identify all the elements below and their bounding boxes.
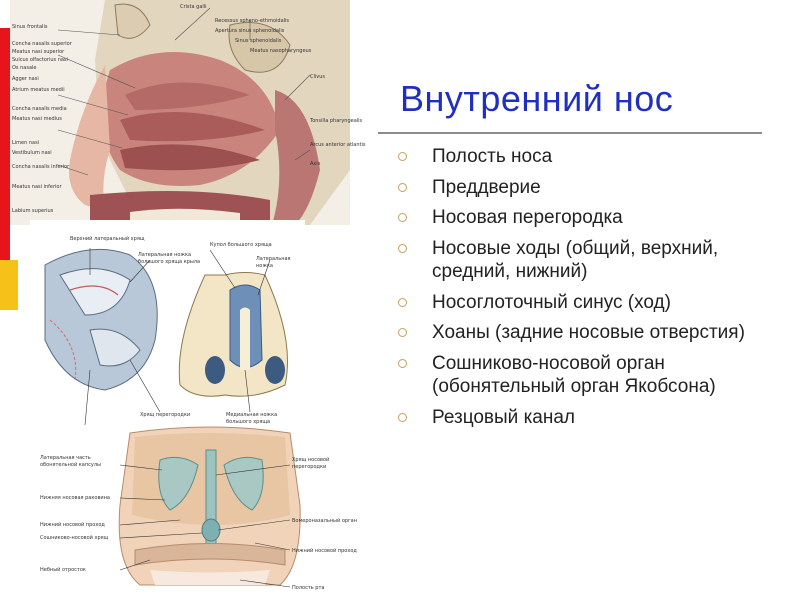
list-item [392,206,792,230]
svg-text:Медиальная ножка: Медиальная ножка [226,412,278,418]
svg-text:большого хряща крыла: большого хряща крыла [138,259,201,265]
bullet-circle-icon [398,183,407,192]
list-item-text: Носовая перегородка [432,207,623,228]
slide-title: Внутренний нос [400,78,674,119]
bullet-circle-icon [398,328,407,337]
list-item [392,237,792,284]
svg-text:Латеральная ножка: Латеральная ножка [138,252,192,258]
list-item-text: Носовые ходы (общий, верхний, средний, нижний) [432,237,719,282]
bullet-circle-icon [398,413,407,422]
svg-text:Полость рта: Полость рта [292,585,325,591]
svg-text:Meatus nasi medius: Meatus nasi medius [12,116,62,122]
bullet-circle-icon [398,152,407,161]
svg-text:Хрящ перегородки: Хрящ перегородки [140,412,191,418]
svg-text:Небный отросток: Небный отросток [40,567,86,573]
accent-bar-gold [0,260,18,310]
svg-text:перегородки: перегородки [292,464,327,470]
list-item-text: Полость носа [432,146,553,167]
accent-bar-red [0,28,10,260]
nose-cartilage-figure [30,220,305,425]
svg-text:Apertura sinus sphenoidalis: Apertura sinus sphenoidalis [215,28,285,34]
bullet-list [392,145,792,436]
bullet-circle-icon [398,359,407,368]
svg-text:Meatus nasi superior: Meatus nasi superior [12,49,65,55]
svg-text:Купол большого хряща: Купол большого хряща [210,242,272,248]
svg-text:Sulcus olfactorius nasi: Sulcus olfactorius nasi [12,57,68,63]
svg-text:Limen nasi: Limen nasi [12,140,40,146]
svg-text:Нижний носовой проход: Нижний носовой проход [292,548,357,554]
list-item [392,176,792,200]
list-item-text: Носоглоточный синус (ход) [432,291,671,313]
svg-text:Vestibulum nasi: Vestibulum nasi [12,150,52,156]
svg-text:Crista galli: Crista galli [180,4,207,10]
list-item [392,352,792,399]
list-item [392,406,792,430]
svg-text:большого хряща: большого хряща [226,419,271,425]
svg-text:Вомероназальный орган: Вомероназальный орган [292,518,358,524]
svg-text:Tonsilla pharyngealis: Tonsilla pharyngealis [310,118,363,124]
svg-text:Латеральная: Латеральная [256,256,291,262]
svg-text:Нижняя носовая раковина: Нижняя носовая раковина [40,495,110,501]
list-item [392,291,792,315]
bullet-circle-icon [398,298,407,307]
svg-text:Сошниково-носовой хрящ: Сошниково-носовой хрящ [40,535,109,541]
svg-text:Concha nasalis superior: Concha nasalis superior [12,41,72,47]
bullet-circle-icon [398,244,407,253]
list-item-text: Преддверие [432,176,541,198]
sagittal-nasal-cavity-figure [10,0,366,225]
list-item-text: Хоаны (задние носовые отверстия) [432,322,745,343]
svg-text:ножка: ножка [256,263,273,269]
svg-text:Concha nasalis inferior: Concha nasalis inferior [12,164,70,170]
svg-text:Labium superius: Labium superius [12,208,54,214]
svg-text:Agger nasi: Agger nasi [12,76,39,82]
list-item-text: Резцовый канал [432,406,576,428]
svg-text:Os nasale: Os nasale [12,65,37,71]
bullet-circle-icon [398,213,407,222]
svg-text:Латеральная часть: Латеральная часть [40,455,91,461]
svg-text:Хрящ носовой: Хрящ носовой [292,457,330,463]
svg-text:Верхний латеральный хрящ: Верхний латеральный хрящ [70,236,145,242]
svg-text:Нижний носовой проход: Нижний носовой проход [40,522,105,528]
svg-text:Atrium meatus medii: Atrium meatus medii [12,87,65,93]
list-item [392,321,792,345]
svg-text:Axis: Axis [310,161,321,167]
svg-text:Arcus anterior atlantis: Arcus anterior atlantis [310,142,366,148]
list-item-text: Сошниково-носовой орган (обонятельный орган Якобсона) [432,352,716,397]
svg-text:Meatus nasopharyngeus: Meatus nasopharyngeus [250,48,312,54]
svg-text:обонятельной капсулы: обонятельной капсулы [40,462,101,468]
svg-text:Meatus nasi inferior: Meatus nasi inferior [12,184,62,190]
coronal-section-figure [40,425,370,600]
list-item [392,145,792,169]
svg-text:Concha nasalis media: Concha nasalis media [12,106,67,112]
svg-text:Recessus spheno-ethmoidalis: Recessus spheno-ethmoidalis [215,18,290,24]
svg-text:Clivus: Clivus [310,74,326,80]
svg-text:Sinus sphenoidalis: Sinus sphenoidalis [235,38,282,44]
title-divider [378,132,762,134]
svg-text:Sinus frontalis: Sinus frontalis [12,24,48,30]
